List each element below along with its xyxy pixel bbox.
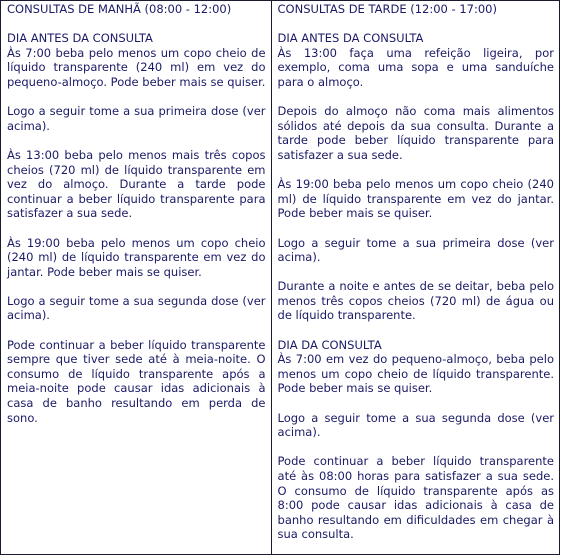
- afternoon-paragraph-4: Logo a seguir tome a sua primeira dose (ver acima).: [277, 235, 554, 265]
- afternoon-paragraph-6: Às 7:00 em vez do pequeno-almoço, beba pelo menos um copo cheio de líquido transparente. Pode beber mais se quiser.: [277, 352, 554, 396]
- morning-paragraph-1: Às 7:00 beba pelo menos um copo cheio de líquido transparente (240 ml) em vez do pequeno-almoço. Pode beber mais se quiser.: [7, 45, 266, 89]
- morning-paragraph-2: Logo a seguir tome a sua primeira dose (ver acima).: [7, 104, 266, 133]
- morning-paragraph-6: Pode continuar a beber líquido transparente sempre que tiver sede até à meia-noite. O consumo de líquido transparente após a meia-noite pode causar idas adicionais à casa de banho resultando em perda de sono.: [7, 337, 266, 425]
- afternoon-header: CONSULTAS DE TARDE (12:00 - 17:00): [277, 2, 497, 16]
- morning-day-before-title: DIA ANTES DA CONSULTA: [7, 31, 153, 46]
- morning-column: [1, 1, 272, 554]
- afternoon-day-of-title: DIA DA CONSULTA: [277, 337, 382, 352]
- afternoon-paragraph-5: Durante a noite e antes de se deitar, beba pelo menos três copos cheios (720 ml) de água ou de líquido transparente.: [277, 279, 554, 323]
- afternoon-paragraph-7: Logo a seguir tome a sua segunda dose (ver acima).: [277, 410, 554, 440]
- afternoon-column: [272, 1, 559, 554]
- afternoon-paragraph-3: Às 19:00 beba pelo menos um copo cheio (240 ml) de líquido transparente em vez do jantar. Pode beber mais se quiser.: [277, 177, 554, 221]
- morning-header: CONSULTAS DE MANHÃ (08:00 - 12:00): [7, 2, 232, 16]
- morning-paragraph-5: Logo a seguir tome a sua segunda dose (ver acima).: [7, 293, 266, 323]
- afternoon-paragraph-8: Pode continuar a beber líquido transparente até às 08:00 horas para satisfazer a sua sede. O consumo de líquido transparente após as 8:00 pode causar idas adicionais à casa de banho resultando em dificuldades em chegar à sua consulta.: [277, 454, 554, 542]
- afternoon-paragraph-2: Depois do almoço não coma mais alimentos sólidos até depois da sua consulta. Durante a tarde pode beber líquido transparente para satisfazer a sua sede.: [277, 104, 554, 162]
- morning-paragraph-3: Às 13:00 beba pelo menos mais três copos cheios (720 ml) de líquido transparente em vez do almoço. Durante a tarde pode continuar a beber líquido transparente para satisfazer a sua sede.: [7, 147, 266, 221]
- afternoon-paragraph-1: Às 13:00 faça uma refeição ligeira, por exemplo, coma uma sopa e uma sanduíche para o almoço.: [277, 45, 554, 89]
- afternoon-day-before-title: DIA ANTES DA CONSULTA: [277, 31, 424, 46]
- morning-paragraph-4: Às 19:00 beba pelo menos um copo cheio (240 ml) de líquido transparente em vez do jantar. Pode beber mais se quiser.: [7, 235, 266, 279]
